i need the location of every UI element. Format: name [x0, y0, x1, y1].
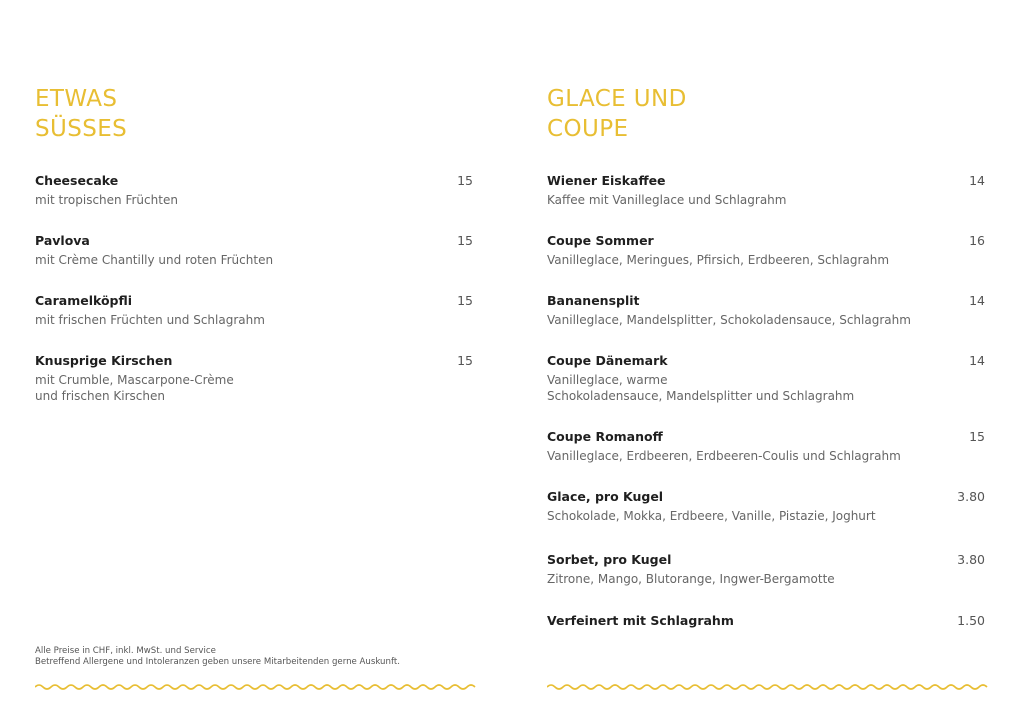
- item-name: Sorbet, pro Kugel: [547, 552, 672, 567]
- wave-divider: [547, 680, 990, 694]
- item-price: 14: [969, 293, 985, 308]
- item-name: Wiener Eiskaffee: [547, 173, 666, 188]
- menu-item: [35, 173, 473, 209]
- menu-item: [547, 429, 985, 465]
- menu-item: [547, 173, 985, 209]
- item-description: Vanilleglace, Erdbeeren, Erdbeeren-Coulis und Schlagrahm: [547, 449, 901, 463]
- item-name: Knusprige Kirschen: [35, 353, 173, 368]
- item-price: 15: [457, 293, 473, 308]
- item-price: 15: [969, 429, 985, 444]
- item-description: Vanilleglace, warme Schokoladensauce, Mandelsplitter und Schlagrahm: [547, 373, 855, 403]
- item-price: 3.80: [957, 489, 985, 504]
- item-name: Caramelköpfli: [35, 293, 133, 308]
- item-price: 15: [457, 233, 473, 248]
- item-price: 3.80: [957, 552, 985, 567]
- menu-item: [35, 233, 473, 269]
- heading-line: SÜSSES: [35, 116, 128, 142]
- item-description: Vanilleglace, Meringues, Pfirsich, Erdbeeren, Schlagrahm: [547, 253, 890, 267]
- item-price: 16: [969, 233, 985, 248]
- item-description: mit Crumble, Mascarpone-Crème und frischen Kirschen: [35, 373, 234, 403]
- item-description: mit frischen Früchten und Schlagrahm: [35, 313, 265, 327]
- item-name: Coupe Sommer: [547, 233, 654, 248]
- item-name: Verfeinert mit Schlagrahm: [547, 613, 734, 628]
- section-heading-etwas-suesses: [35, 84, 127, 144]
- menu-item: [547, 613, 985, 629]
- heading-line: ETWAS: [35, 86, 118, 112]
- item-price: 15: [457, 173, 473, 188]
- item-price: 1.50: [957, 613, 985, 628]
- heading-line: GLACE UND: [547, 86, 687, 112]
- menu-item: [35, 353, 473, 404]
- item-price: 15: [457, 353, 473, 368]
- section-heading-glace-und-coupe: [547, 84, 687, 144]
- menu-item: [547, 293, 985, 329]
- heading-line: COUPE: [547, 116, 629, 142]
- item-name: Coupe Dänemark: [547, 353, 668, 368]
- item-name: Cheesecake: [35, 173, 119, 188]
- item-name: Pavlova: [35, 233, 90, 248]
- menu-item: [547, 552, 985, 588]
- item-description: Zitrone, Mango, Blutorange, Ingwer-Bergamotte: [547, 572, 835, 586]
- item-description: Schokolade, Mokka, Erdbeere, Vanille, Pistazie, Joghurt: [547, 509, 876, 523]
- price-footnote: Alle Preise in CHF, inkl. MwSt. und Service Betreffend Allergene und Intoleranzen geben unsere Mitarbeitenden gerne Auskunft.: [35, 646, 400, 667]
- menu-item: [547, 233, 985, 269]
- menu-item: [35, 293, 473, 329]
- wave-divider: [35, 680, 478, 694]
- item-price: 14: [969, 173, 985, 188]
- item-description: mit tropischen Früchten: [35, 193, 178, 207]
- menu-item: [547, 489, 985, 525]
- item-description: Kaffee mit Vanilleglace und Schlagrahm: [547, 193, 787, 207]
- item-description: mit Crème Chantilly und roten Früchten: [35, 253, 274, 267]
- item-description: Vanilleglace, Mandelsplitter, Schokoladensauce, Schlagrahm: [547, 313, 911, 327]
- item-name: Coupe Romanoff: [547, 429, 663, 444]
- item-price: 14: [969, 353, 985, 368]
- menu-item: [547, 353, 985, 404]
- item-name: Glace, pro Kugel: [547, 489, 664, 504]
- item-name: Bananensplit: [547, 293, 640, 308]
